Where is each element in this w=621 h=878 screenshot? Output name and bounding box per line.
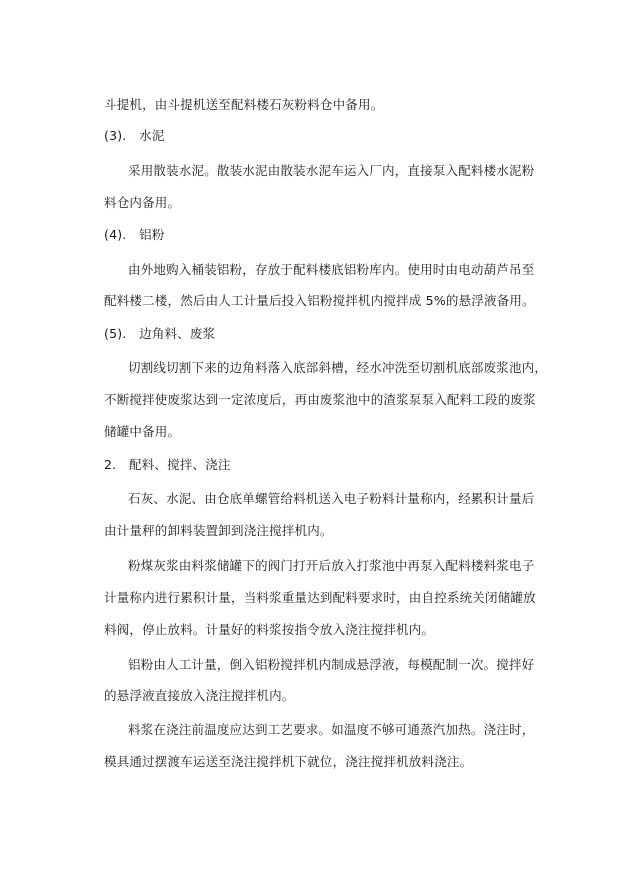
- section-heading-batching: 2. 配料、搅拌、浇注: [104, 457, 231, 472]
- body-line: 料阀，停止放料。计量好的料浆按指令放入浇注搅拌机内。: [104, 622, 435, 637]
- body-line: 料浆在浇注前温度应达到工艺要求。如温度不够可通蒸汽加热。浇注时，: [128, 722, 535, 737]
- body-line: 粉煤灰浆由料浆储罐下的阀门打开后放入打浆池中再泵入配料楼料浆电子: [128, 558, 535, 573]
- section-heading-scrap-slurry: (5). 边角料、废浆: [104, 326, 216, 341]
- body-line: 采用散装水泥。散装水泥由散装水泥车运入厂内，直接泵入配料楼水泥粉: [128, 163, 535, 178]
- section-heading-cement: (3). 水泥: [104, 128, 165, 143]
- body-line: 配料楼二楼，然后由人工计量后投入铝粉搅拌机内搅拌成 5%的悬浮液备用。: [104, 293, 535, 308]
- section-heading-aluminum-powder: (4). 铝粉: [104, 227, 165, 242]
- body-line: 料仓内备用。: [104, 195, 181, 210]
- body-line: 由计量秤的卸料装置卸到浇注搅拌机内。: [104, 523, 333, 538]
- body-line: 的悬浮液直接放入浇注搅拌机内。: [104, 688, 295, 703]
- body-line: 由外地购入桶装铝粉，存放于配料楼底铝粉库内。使用时由电动葫芦吊至: [128, 262, 535, 277]
- body-line: 切割线切割下来的边角料落入底部斜槽，经水冲洗至切割机底部废浆池内，: [128, 360, 548, 375]
- body-line: 斗提机，由斗提机送至配料楼石灰粉料仓中备用。: [104, 97, 384, 112]
- body-line: 石灰、水泥、由仓底单螺管给料机送入电子粉料计量称内，经累积计量后: [128, 491, 535, 506]
- body-line: 模具通过摆渡车运送至浇注搅拌机下就位，浇注搅拌机放料浇注。: [104, 754, 473, 769]
- body-line: 储罐中备用。: [104, 424, 181, 439]
- body-line: 计量称内进行累积计量，当料浆重量达到配料要求时，由自控系统关闭储罐放: [104, 590, 536, 605]
- body-line: 铝粉由人工计量，倒入铝粉搅拌机内制成悬浮液，每模配制一次。搅拌好: [128, 657, 535, 672]
- body-line: 不断搅拌使废浆达到一定浓度后，再由废浆池中的渣浆泵泵入配料工段的废浆: [104, 392, 536, 407]
